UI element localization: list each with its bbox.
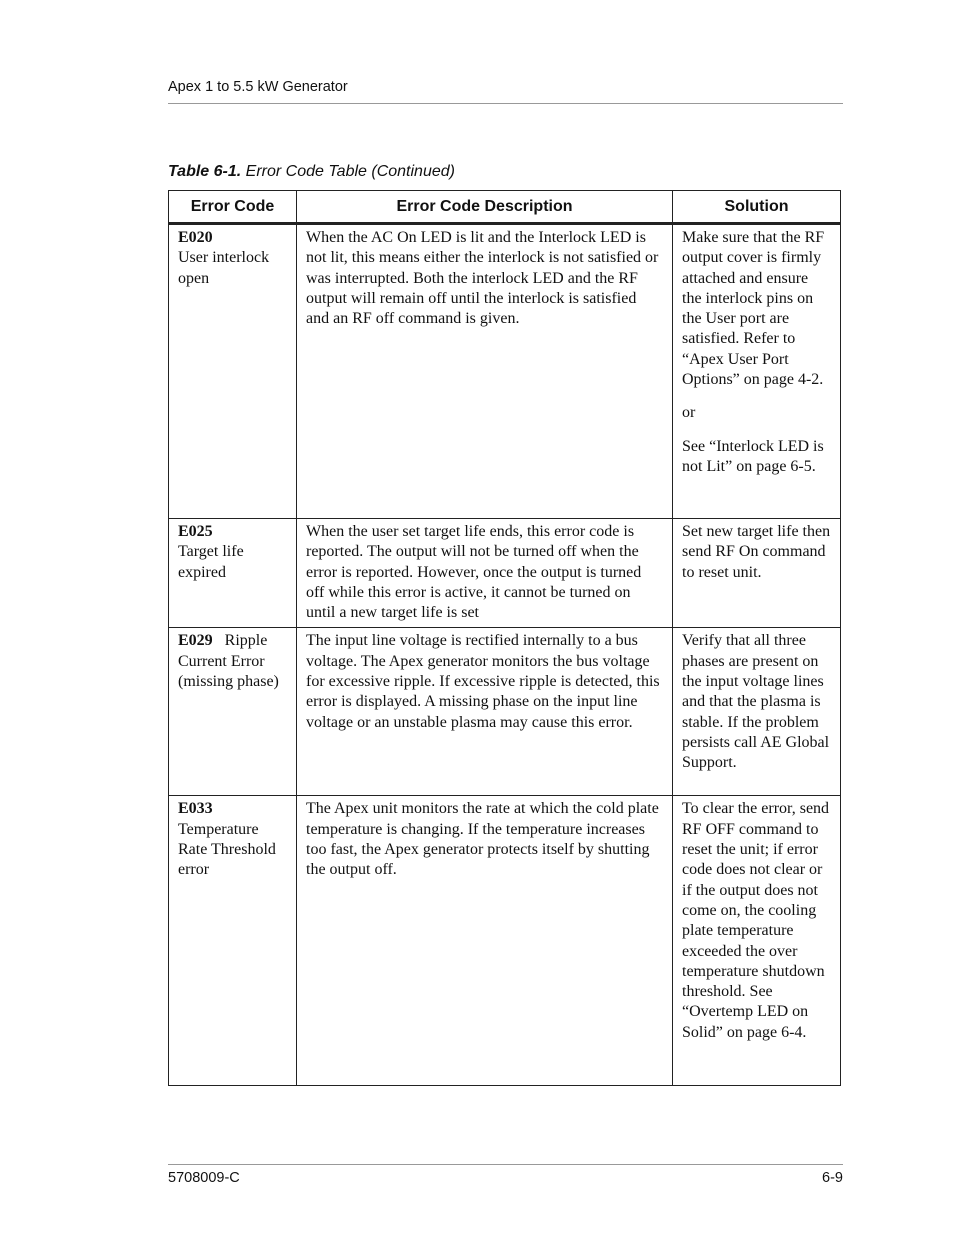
solution-text: Set new target life then send RF On command to reset unit. <box>682 523 831 581</box>
solution-text: or <box>682 404 696 422</box>
error-code-table <box>168 190 841 1086</box>
column-header-solution: Solution <box>673 191 841 224</box>
table-row <box>169 628 841 796</box>
solution-text: Verify that all three phases are present on the input voltage lines and that the plasma is stable. If the problem persists call AE Global Support. <box>682 632 830 772</box>
solution-cell <box>673 796 841 1086</box>
description-cell: The input line voltage is rectified internally to a bus voltage. The Apex generator monitors the bus voltage for excessive ripple. If excessive ripple is detected, this error is displayed. A missing phase on the input line voltage or an unstable plasma may cause this error. <box>297 628 673 796</box>
error-name: Target life expired <box>178 543 244 581</box>
table-row <box>169 519 841 628</box>
error-code-cell <box>169 224 297 519</box>
solution-cell <box>673 224 841 519</box>
page-footer <box>168 1164 843 1186</box>
document-number: 5708009-C <box>168 1170 240 1186</box>
description-cell: When the user set target life ends, this error code is reported. The output will not be turned off when the error is reported. However, once the output is turned off while this error is active, it cannot be turned on until a new target life is set <box>297 519 673 628</box>
error-code: E025 <box>178 523 213 540</box>
table-caption-label: Table 6-1. <box>168 163 242 180</box>
error-code: E029 <box>178 632 213 650</box>
solution-text: See “Interlock LED is not Lit” on page 6-5. <box>682 437 824 475</box>
error-name: User interlock open <box>178 249 270 287</box>
solution-cell <box>673 519 841 628</box>
solution-text: Make sure that the RF output cover is firmly attached and ensure the interlock pins on the User port are satisfied. Refer to “Apex User Port Options” on page 4-2. <box>682 229 825 389</box>
page-number: 6-9 <box>822 1170 843 1186</box>
table-row <box>169 224 841 519</box>
error-code-cell <box>169 796 297 1086</box>
running-header <box>168 79 843 104</box>
error-name: Temperature Rate Threshold error <box>178 820 276 879</box>
document-title: Apex 1 to 5.5 kW Generator <box>168 79 348 95</box>
error-code-cell <box>169 519 297 628</box>
description-cell: When the AC On LED is lit and the Interlock LED is not lit, this means either the interlock is not satisfied or was interrupted. Both the interlock LED and the RF output will remain off until the interlock is satisfied and an RF off command is given. <box>297 224 673 519</box>
solution-cell <box>673 628 841 796</box>
error-code: E020 <box>178 229 213 246</box>
error-code-cell <box>169 628 297 796</box>
table-caption-text: Error Code Table (Continued) <box>241 163 455 180</box>
table-header-row <box>169 191 841 224</box>
table-row <box>169 796 841 1086</box>
solution-text: To clear the error, send RF OFF command to reset the unit; if error code does not clear or if the output does not come on, the cooling plate temperature exceeded the over temperature shutdown threshold. See “Overtemp LED on Solid” on page 6-4. <box>682 800 830 1041</box>
error-name: Ripple Current Error (missing phase) <box>178 632 279 691</box>
error-code: E033 <box>178 800 213 818</box>
column-header-error-code: Error Code <box>169 191 297 224</box>
description-cell: The Apex unit monitors the rate at which the cold plate temperature is changing. If the temperature increases too fast, the Apex generator protects itself by shutting the output off. <box>297 796 673 1086</box>
column-header-description: Error Code Description <box>297 191 673 224</box>
table-caption <box>168 163 455 181</box>
